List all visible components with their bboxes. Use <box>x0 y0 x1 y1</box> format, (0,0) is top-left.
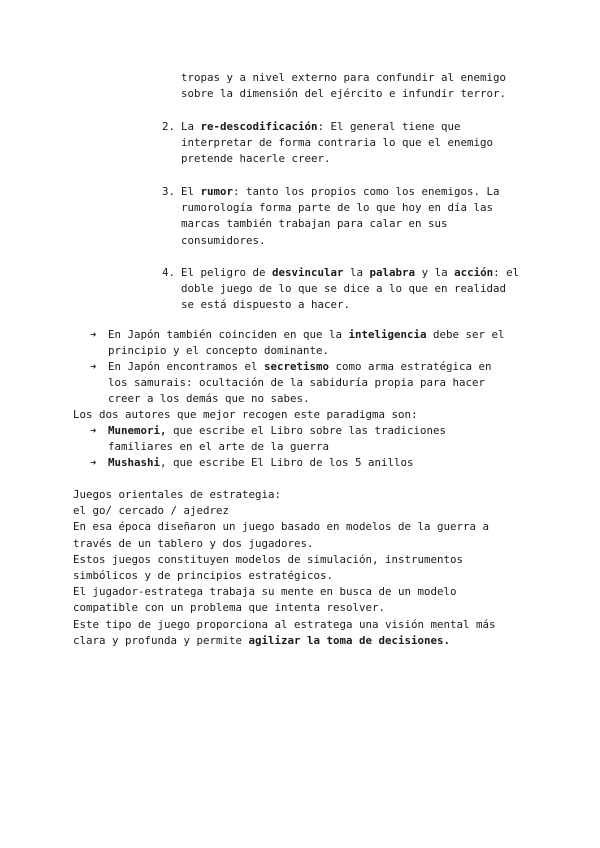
text-line: En Japón encontramos el secretismo como arma estratégica en <box>108 360 492 373</box>
intro-continuation <box>181 70 506 102</box>
bold-term: desvincular <box>272 266 344 279</box>
list-item <box>90 359 492 408</box>
bold-term: acción <box>454 266 494 279</box>
list-number: 3. <box>162 185 176 198</box>
arrow-right-icon: ➔ <box>90 328 97 341</box>
list-item <box>90 327 505 359</box>
list-item <box>90 455 414 471</box>
text-line: marcas también trabajan para calar en sus <box>181 217 448 231</box>
bold-term: Mushashi <box>108 456 161 469</box>
text-line: Este tipo de juego proporciona al estratega una visión mental más <box>73 617 496 631</box>
text-line: creer a los demás que no sabes. <box>108 392 310 406</box>
text-line: clara y profunda y permite agilizar la toma de decisiones. <box>73 633 451 647</box>
text-line: principio y el concepto dominante. <box>108 344 330 358</box>
text-line: Los dos autores que mejor recogen este paradigma son: <box>73 408 418 421</box>
text-line: los samurais: ocultación de la sabiduría propia para hacer <box>108 376 486 390</box>
list-number: 2. <box>162 120 176 133</box>
bold-term: inteligencia <box>348 328 427 341</box>
text-line: Mushashi, que escribe El Libro de los 5 anillos <box>108 456 414 469</box>
list-item <box>90 423 447 455</box>
bold-term: Munemori, <box>108 424 167 437</box>
text-line: El rumor: tanto los propios como los enemigos. La <box>181 185 500 198</box>
list-item <box>162 184 500 249</box>
text-line: familiares en el arte de la guerra <box>108 440 330 454</box>
bold-term: secretismo <box>264 360 330 373</box>
list-number: 4. <box>162 266 176 279</box>
text-line: el go/ cercado / ajedrez <box>73 504 230 518</box>
bold-term: agilizar la toma de decisiones. <box>248 633 451 647</box>
text-line: interpretar de forma contraria lo que el enemigo <box>181 136 494 150</box>
text-line: La re-descodificación: El general tiene que <box>181 120 461 133</box>
text-line: sobre la dimensión del ejército e infundir terror. <box>181 87 507 101</box>
text-line: simbólicos y de principios estratégicos. <box>73 569 334 583</box>
text-line: En esa época diseñaron un juego basado en modelos de la guerra a <box>73 520 490 534</box>
text-line: tropas y a nivel externo para confundir al enemigo <box>181 71 507 84</box>
list-item <box>162 119 494 168</box>
games-section <box>73 487 496 649</box>
text-line: doble juego de lo que se dice a lo que en realidad <box>181 282 507 296</box>
text-line: pretende hacerle creer. <box>181 152 331 166</box>
text-line: El jugador-estratega trabaja su mente en busca de un modelo <box>73 585 457 599</box>
text-line: El peligro de desvincular la palabra y la acción: el <box>181 266 520 279</box>
text-line: rumorología forma parte de lo que hoy en día las <box>181 201 494 215</box>
arrow-right-icon: ➔ <box>90 456 97 469</box>
text-line: se está dispuesto a hacer. <box>181 298 351 312</box>
text-line: consumidores. <box>181 233 266 247</box>
text-line: compatible con un problema que intenta resolver. <box>73 601 386 615</box>
bold-term: re-descodificación <box>200 120 318 133</box>
paragraph <box>73 407 418 423</box>
text-line: través de un tablero y dos jugadores. <box>73 536 314 550</box>
list-item <box>162 265 520 314</box>
text-line: En Japón también coinciden en que la inteligencia debe ser el <box>108 328 505 341</box>
text-line: Munemori, que escribe el Libro sobre las tradiciones <box>108 424 447 437</box>
arrow-right-icon: ➔ <box>90 360 97 373</box>
bold-term: palabra <box>369 266 416 279</box>
arrow-right-icon: ➔ <box>90 424 97 437</box>
bold-term: rumor <box>200 185 234 198</box>
text-line: Estos juegos constituyen modelos de simulación, instrumentos <box>73 552 464 566</box>
text-line: Juegos orientales de estrategia: <box>73 488 282 501</box>
